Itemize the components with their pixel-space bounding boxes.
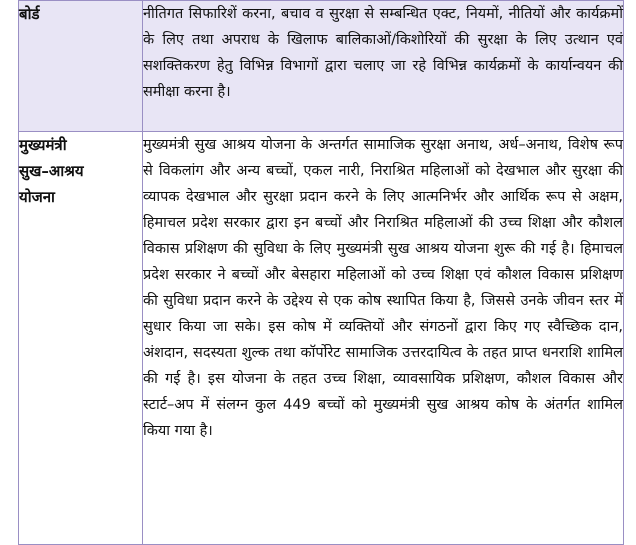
row-text-board: नीतिगत सिफारिशें करना, बचाव व सुरक्षा से सम्बन्धित एक्ट, नियमों, नीतियों और कार्यक्रमों के लिए तथा अपराध के खिलाफ बालिकाओं/किशोरियों की सुरक्षा के लिए उत्थान एवं सशक्तिकरण हेतु विभिन्न विभागों द्वारा चलाए जा रहे विभिन्न कार्यक्रमों के कार्यान्वयन की समीक्षा करना है। bbox=[143, 1, 624, 132]
label-line: मुख्यमंत्री bbox=[19, 136, 67, 154]
scheme-table bbox=[18, 0, 624, 545]
table-row-sukh-ashray bbox=[19, 132, 624, 545]
label-line: योजना bbox=[19, 188, 55, 206]
label-line: सुख–आश्रय bbox=[19, 162, 84, 180]
table-row-board bbox=[19, 1, 624, 132]
row-label-board bbox=[19, 1, 143, 132]
row-text-sukh-ashray: मुख्यमंत्री सुख आश्रय योजना के अन्तर्गत सामाजिक सुरक्षा अनाथ, अर्ध–अनाथ, विशेष रूप से विकलांग और अन्य बच्चों, एकल नारी, निराश्रित महिलाओं को देखभाल और सुरक्षा की व्यापक देखभाल और सुरक्षा प्रदान करने के लिए आत्मनिर्भर और आर्थिक रूप से अक्षम, हिमाचल प्रदेश सरकार द्वारा इन बच्चों और निराश्रित महिलाओं की उच्च शिक्षा और कौशल विकास प्रशिक्षण की सुविधा के लिए मुख्यमंत्री सुख आश्रय योजना शुरू की गई है। हिमाचल प्रदेश सरकार ने बच्चों और बेसहारा महिलाओं को उच्च शिक्षा एवं कौशल विकास प्रशिक्षण की सुविधा प्रदान करने के उद्देश्य से एक कोष स्थापित किया है, जिससे उनके जीवन स्तर में सुधार किया जा सके। इस कोष में व्यक्तियों और संगठनों द्वारा किए गए स्वैच्छिक दान, अंशदान, सदस्यता शुल्क तथा कॉर्पोरेट सामाजिक उत्तरदायित्व के तहत प्राप्त धनराशि शामिल की गई है। इस योजना के तहत उच्च शिक्षा, व्यावसायिक प्रशिक्षण, कौशल विकास और स्टार्ट–अप में संलग्न कुल 449 बच्चों को मुख्यमंत्री सुख आश्रय कोष के अंतर्गत शामिल किया गया है। bbox=[143, 132, 624, 545]
label-line: बोर्ड bbox=[19, 5, 40, 23]
row-label-sukh-ashray bbox=[19, 132, 143, 545]
